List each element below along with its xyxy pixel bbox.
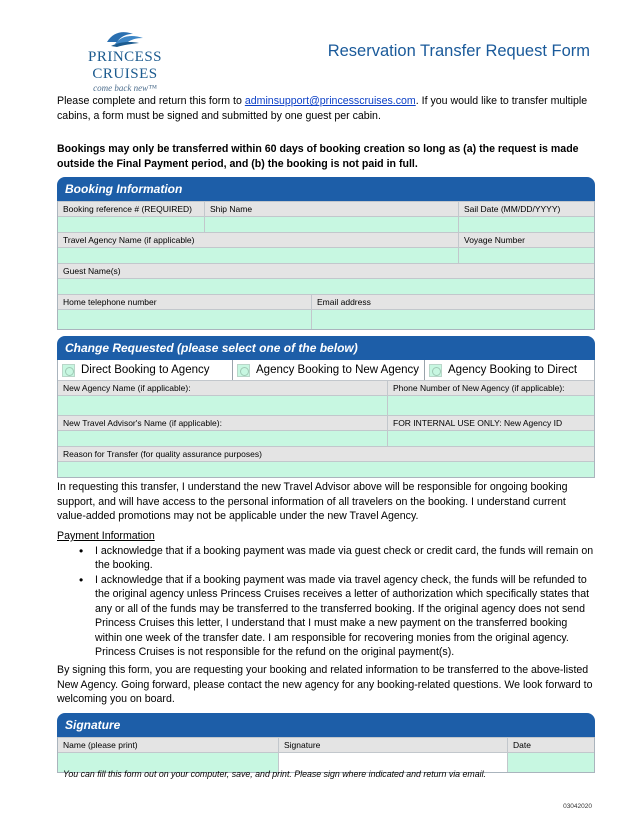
print-name-label: Name (please print) (58, 737, 279, 752)
payment-heading: Payment Information (57, 530, 155, 542)
option-agency-to-new-agency[interactable] (233, 360, 425, 380)
intro-paragraph (57, 94, 597, 123)
new-agency-phone-field[interactable] (388, 395, 594, 415)
payment-information (57, 529, 597, 660)
date-field[interactable] (508, 752, 594, 772)
email-address-label: Email address (312, 294, 594, 309)
sail-date-label: Sail Date (MM/DD/YYYY) (459, 201, 594, 216)
new-agency-phone-label: Phone Number of New Agency (if applicable): (388, 380, 594, 395)
home-phone-label: Home telephone number (58, 294, 312, 309)
option-label: Direct Booking to Agency (81, 364, 210, 376)
new-agency-name-label: New Agency Name (if applicable): (58, 380, 388, 395)
new-advisor-name-label: New Travel Advisor's Name (if applicable): (58, 415, 388, 430)
option-direct-to-agency[interactable] (58, 360, 233, 380)
page-title: Reservation Transfer Request Form (327, 42, 590, 60)
logo-tagline: come back new™ (93, 83, 157, 93)
change-requested-heading: Change Requested (please select one of the below) (57, 336, 595, 360)
footer-note: You can fill this form out on your computer, save, and print. Please sign where indicated and return via email. (63, 769, 486, 779)
intro-text-before: Please complete and return this form to (57, 95, 245, 107)
internal-agency-id-field[interactable] (388, 430, 594, 446)
new-agency-name-field[interactable] (58, 395, 388, 415)
home-phone-field[interactable] (58, 309, 312, 329)
payment-bullet: • I acknowledge that if a booking payment was made via travel agency check, the funds will be refunded to the original agency unless Princess Cruises receives a letter of authorization which specifically states that any or all of the funds may be transferred to the transferred booking. If the original agency does not send Princess Cruises this letter, I understand that I must make a new payment on the transferred booking within one week of the transfer date. I am responsible for recovering monies from the original agency. Princess Cruises is not responsible for the refund on the original payment(s). (57, 573, 597, 660)
payment-bullet: • I acknowledge that if a booking payment was made via guest check or credit card, the funds will remain on the booking. (57, 544, 597, 573)
transfer-reason-label: Reason for Transfer (for quality assurance purposes) (58, 446, 594, 461)
understanding-paragraph: In requesting this transfer, I understand the new Travel Advisor above will be responsible for ongoing booking support, and will have access to the personal information of all travelers on the booking. I understand current value-added promotions may not be applicable under the new Travel Agency. (57, 481, 568, 522)
booking-ref-field[interactable] (58, 216, 205, 232)
travel-agency-label: Travel Agency Name (if applicable) (58, 232, 459, 247)
closing-paragraph: By signing this form, you are requesting your booking and related information to be transferred to the above-listed New Agency. Going forward, please contact the new agency for any booking-related questions. We look forward to welcoming you on board. (57, 664, 593, 705)
sail-date-field[interactable] (459, 216, 594, 232)
seawitch-logo-icon (103, 28, 147, 48)
guest-names-field[interactable] (58, 278, 594, 294)
signature-section (57, 713, 595, 773)
email-address-field[interactable] (312, 309, 594, 329)
ship-name-field[interactable] (205, 216, 459, 232)
voyage-number-label: Voyage Number (459, 232, 594, 247)
signature-heading: Signature (57, 713, 595, 737)
princess-cruises-logo (60, 28, 190, 93)
booking-info-section (57, 177, 595, 330)
email-link[interactable]: adminsupport@princesscruises.com (244, 95, 416, 107)
radio-icon[interactable] (429, 364, 442, 377)
internal-agency-id-label: FOR INTERNAL USE ONLY: New Agency ID (388, 415, 594, 430)
new-advisor-name-field[interactable] (58, 430, 388, 446)
booking-info-heading: Booking Information (57, 177, 595, 201)
option-label: Agency Booking to New Agency (256, 364, 420, 376)
travel-agency-field[interactable] (58, 247, 459, 263)
date-label: Date (508, 737, 594, 752)
transfer-type-options (58, 360, 594, 380)
option-label: Agency Booking to Direct (448, 364, 578, 376)
booking-ref-label: Booking reference # (REQUIRED) (58, 201, 205, 216)
change-requested-section (57, 336, 595, 478)
intro-text-after: . If you would like to transfer multiple cabins, a form must be signed and submitted by one guest per cabin. (57, 95, 588, 122)
radio-icon[interactable] (237, 364, 250, 377)
radio-icon[interactable] (62, 364, 75, 377)
form-code: 03042020 (563, 803, 592, 810)
ship-name-label: Ship Name (205, 201, 459, 216)
guest-names-label: Guest Name(s) (58, 263, 594, 278)
transfer-rule-note: Bookings may only be transferred within 60 days of booking creation so long as (a) the request is made outside the Final Payment period, and (b) the booking is not paid in full. (57, 143, 579, 170)
option-agency-to-direct[interactable] (425, 360, 594, 380)
logo-brand-text: PRINCESS CRUISES (87, 49, 163, 82)
transfer-reason-field[interactable] (58, 461, 594, 477)
voyage-number-field[interactable] (459, 247, 594, 263)
signature-label: Signature (279, 737, 508, 752)
